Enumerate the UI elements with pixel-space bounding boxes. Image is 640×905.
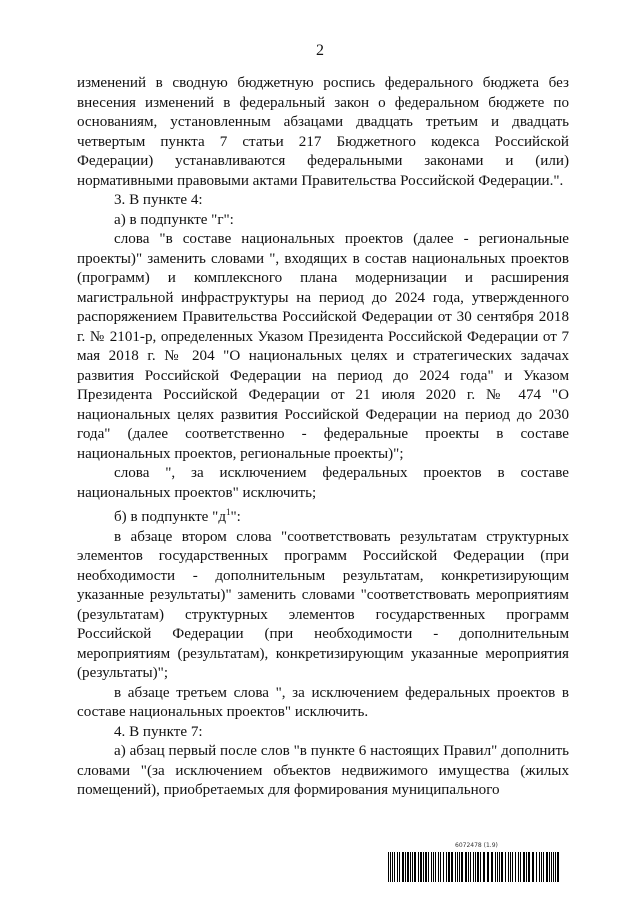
paragraph: слова ", за исключением федеральных проектов в составе национальных проектов" исключить; xyxy=(77,465,569,501)
paragraph: 4. В пункте 7: xyxy=(114,723,203,740)
paragraph-subitem-b xyxy=(77,503,569,528)
paragraph: а) в подпункте "г": xyxy=(114,211,234,228)
barcode xyxy=(388,852,560,882)
paragraph: а) абзац первый после слов "в пункте 6 настоящих Правил" дополнить словами "(за исключением объектов недвижимого имущества (жилых помещений), приобретаемых для формирования муниципального xyxy=(77,743,569,799)
subitem-b-superscript: 1 xyxy=(226,507,231,517)
page-number: 2 xyxy=(316,42,324,59)
paragraph: слова "в составе национальных проектов (далее - региональные проекты)" заменить словами ", входящих в состав национальных проектов (программ) и комплексного плана модернизации и расширения магистральной инфраструктуры на период до 2024 года, утвержденного распоряжением Правительства Российской Федерации от 30 сентября 2018 г. № 2101-р, определенных Указом Президента Российской Федерации от 7 мая 2018 г. № 204 "О национальных целях и стратегических задачах развития Российской Федерации на период до 2024 года" и Указом Президента Российской Федерации от 21 июля 2020 г. № 474 "О национальных целях развития Российской Федерации на период до 2030 года" (далее соответственно - федеральные проекты в составе национальных проектов, региональные проекты)"; xyxy=(77,231,569,462)
paragraph: в абзаце третьем слова ", за исключением федеральных проектов в составе национальных проектов" исключить. xyxy=(77,684,569,721)
paragraph: 3. В пункте 4: xyxy=(114,192,203,208)
barcode-label: 6072478 (1.9) xyxy=(455,842,498,849)
subitem-b-text: б) в подпункте "д xyxy=(114,509,226,526)
document-body xyxy=(77,74,569,801)
subitem-b-tail: ": xyxy=(230,509,241,526)
paragraph: в абзаце втором слова "соответствовать результатам структурных элементов государственных программ Российской Федерации (при необходимости - дополнительным результатам, конкретизирующим указанные результаты)" заменить словами "соответствовать мероприятиям (результатам) структурных элементов государственных программ Российской Федерации (при необходимости - дополнительным мероприятиям (результатам), конкретизирующим указанные мероприятия (результаты)"; xyxy=(77,528,569,682)
paragraph: изменений в сводную бюджетную роспись федерального бюджета без внесения изменений в федеральный закон о федеральном бюджете по основаниям, установленным абзацами двадцать третьим и двадцать четвертым пункта 7 статьи 217 Бюджетного кодекса Российской Федерации) устанавливаются федеральными законами и (или) нормативными правовыми актами Правительства Российской Федерации.". xyxy=(77,75,569,189)
